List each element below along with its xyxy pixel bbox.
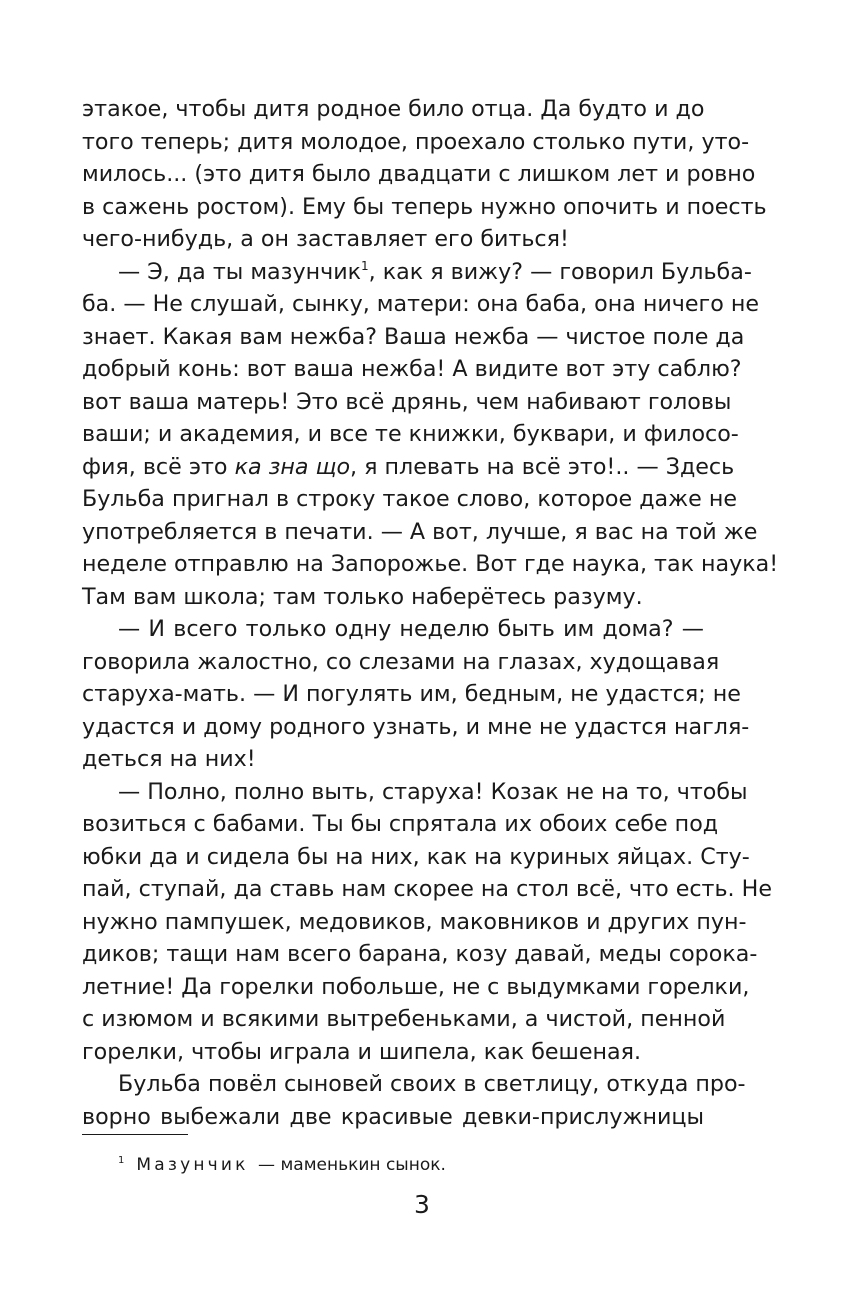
text-line: летние! Да горелки побольше, не с выдумками горелки, [82,973,750,1000]
text-line [82,452,735,482]
text-line: возиться с бабами. Ты бы спрятала их обоих себе под [82,811,719,837]
text-line: ваши; и академия, и все те книжки, буквари, и филосо- [82,421,739,447]
text-line: чего-нибудь, а он заставляет его биться! [82,226,569,252]
text-line: добрый конь: вот ваша нежба! А видите вот эту саблю? [82,356,742,382]
text-line: употребляется в печати. — А вот, лучше, я вас на той же [82,518,758,545]
page-number: 3 [414,1190,430,1219]
text-line: старуха-мать. — И погулять им, бедным, не удастся; не [82,681,741,707]
footnote-mark: 1 [118,1155,125,1166]
text-line: юбки да и сидела бы на них, как на куриных яйцах. Сту- [82,843,750,870]
text-line: Бульба повёл сыновей своих в светлицу, откуда про- [118,1071,746,1097]
footnote [118,1150,446,1176]
text-line: — Полно, полно выть, старуха! Козак не на то, чтобы [118,778,748,805]
text-line: ба. — Не слушай, сынку, матери: она баба, она ничего не [82,291,760,317]
text-line: горелки, чтобы играла и шипела, как бешеная. [82,1038,641,1065]
text-line: Там вам школа; там только наберётесь разуму. [82,583,643,610]
text-line: — Э, да ты мазунчик$^1$, как я вижу? — говорил Бульба- [118,258,752,285]
text-line: говорила жалостно, со слезами на глазах, худощавая [82,648,720,675]
text-fragment: фия, всё это [82,453,235,480]
text-fragment: — Э, да ты мазунчик [118,258,362,285]
text-line: того теперь; дитя молодое, проехало столько пути, уто- [82,128,750,155]
footnote-divider [82,1134,188,1135]
text-line: с изюмом и всякими вытребеньками, а чистой, пенной [82,1006,726,1032]
text-fragment: , как я вижу? — говорил Бульба [368,258,744,285]
italic-phrase: ка зна що [234,453,351,480]
text-line: нужно пампушек, медовиков, маковников и других пун- [82,908,747,935]
text-line: деться на них! [82,746,256,772]
text-line: в сажень ростом). Ему бы теперь нужно опочить и поесть [82,193,767,220]
text-line: милось... (это дитя было двадцати с лишком лет и ровно [82,161,756,187]
footnote-reference: 1 [361,258,369,273]
footnote-definition: — маменькин сынок. [258,1155,446,1175]
text-line: диков; тащи нам всего барана, козу давай, меды сорока- [82,941,758,967]
text-line: удастся и дому родного узнать, и мне не удастся нагля- [82,713,750,740]
text-line: этакое, чтобы дитя родное било отца. Да будто и до [82,96,705,122]
text-fragment: , я плевать на всё это!.. — Здесь [350,453,735,480]
text-line: неделе отправлю на Запорожье. Вот где наука, так наука! [82,551,779,577]
footnote-term: Мазунчик [136,1155,249,1175]
text-line: знает. Какая вам нежба? Ваша нежба — чистое поле да [82,323,745,350]
text-line: вот ваша матерь! Это всё дрянь, чем набивают головы [82,388,732,415]
text-line: ворно выбежали две красивые девки-прислужницы [82,1103,704,1130]
text-line: — И всего только одну неделю быть им дома? — [118,616,704,642]
text-line: пай, ступай, да ставь нам скорее на стол всё, что есть. Не [82,876,773,902]
text-line: Бульба пригнал в строку такое слово, которое даже не [82,486,737,512]
